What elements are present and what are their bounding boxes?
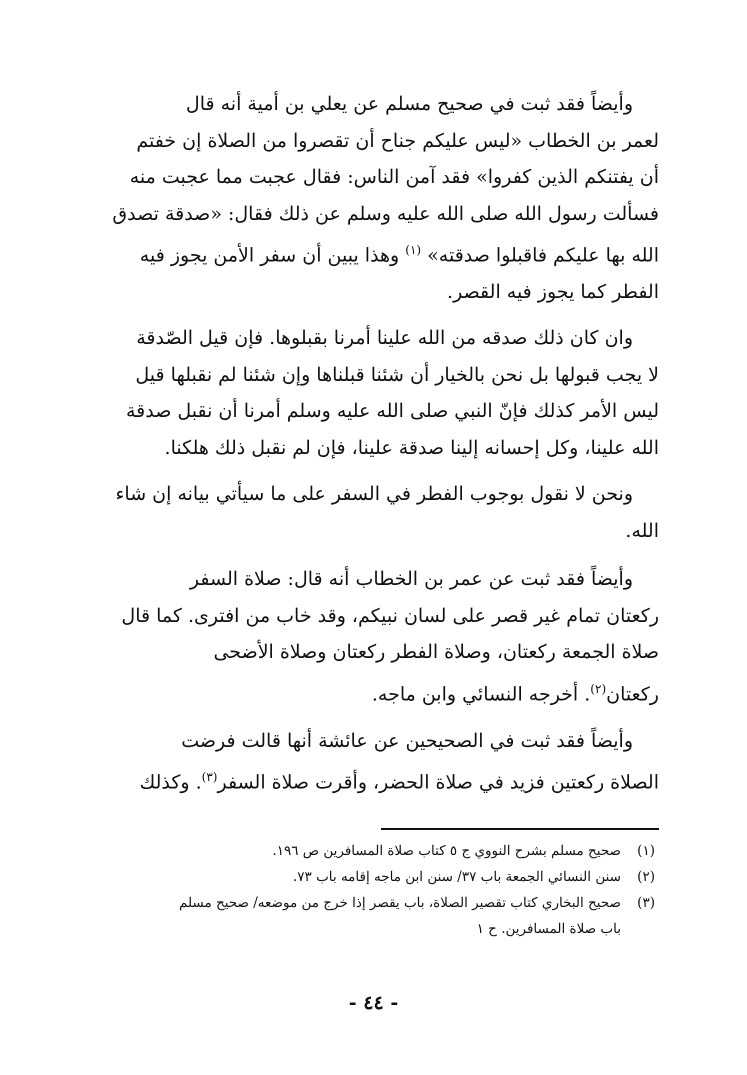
- footnote: [88, 864, 655, 890]
- text-line: [82, 671, 659, 713]
- text-line: ركعتان تمام غير قصر على لسان نبيكم، وقد خاب من افترى. كما قال: [121, 604, 659, 627]
- footnote-number: (١): [637, 843, 655, 859]
- paragraph-3: [82, 476, 659, 549]
- main-text: [82, 86, 659, 801]
- footnote-text: صحيح البخاري كتاب تقصير الصلاة، باب يقصر إذا خرج من موضعه/ صحيح مسلم: [178, 895, 621, 911]
- footnote-marker: (٣): [201, 770, 218, 785]
- text-line: وأيضاً فقد ثبت في صحيح مسلم عن يعلي بن أمية أنه قال: [185, 93, 633, 115]
- text-line: الله.: [625, 519, 659, 542]
- text-line: فسألت رسول الله صلى الله عليه وسلم عن ذلك فقال: «صدقة تصدق: [112, 202, 659, 225]
- text-line: وأيضاً فقد ثبت في الصحيحين عن عائشة أنها قالت فرضت: [181, 729, 633, 752]
- text-line: أن يفتنكم الذين كفروا» فقد آمن الناس: فقال عجبت مما عجبت منه: [129, 166, 659, 188]
- text-line: لا يجب قبولها بل نحن بالخيار أن شئنا قبلناها وإن شئنا لم نقبلها قيل: [135, 363, 659, 386]
- footnote-number: (٢): [637, 869, 655, 885]
- footnote: [88, 838, 655, 864]
- text-line: لعمر بن الخطاب «ليس عليكم جناح أن تقصروا من الصلاة إن خفتم: [136, 129, 659, 152]
- footnote-text: سنن النسائي الجمعة باب ٣٧/ سنن ابن ماجه إقامه باب ٧٣.: [292, 869, 621, 885]
- text-line: [82, 232, 659, 274]
- text-line: الفطر كما يجوز فيه القصر.: [447, 280, 659, 303]
- text-line: الله علينا، وكل إحسانه إلينا صدقة علينا، فإن لم نقبل ذلك هلكنا.: [164, 436, 659, 459]
- footnote-marker: (١): [405, 243, 422, 257]
- text-line: وان كان ذلك صدقه من الله علينا أمرنا بقبلوها. فإن قيل الصّدقة: [136, 327, 633, 350]
- footnote-continuation: باب صلاة المسافرين. ح ١: [476, 921, 621, 937]
- page-number: - ٤٤ -: [348, 992, 399, 1014]
- text-line: وأيضاً فقد ثبت عن عمر بن الخطاب أنه قال: صلاة السفر: [189, 568, 633, 591]
- text-line: ليس الأمر كذلك فإنّ النبي صلى الله عليه وسلم أمرنا أن نقبل صدقة: [125, 400, 659, 423]
- text-line: ونحن لا نقول بوجوب الفطر في السفر على ما سيأتي بيانه إن شاء: [115, 483, 633, 506]
- footnotes: [88, 838, 655, 942]
- text-fragment: الله بها عليكم فاقبلوا صدقته»: [427, 244, 659, 267]
- text-line: [82, 759, 659, 801]
- text-line: صلاة الجمعة ركعتان، وصلاة الفطر ركعتان وصلاة الأضحى: [213, 641, 659, 664]
- text-fragment: . وكذلك: [139, 771, 202, 794]
- text-fragment: الصلاة ركعتين فزيد في صلاة الحضر، وأقرت صلاة السفر: [217, 771, 659, 794]
- paragraph-5: [82, 723, 659, 801]
- footnote-text: صحيح مسلم بشرح النووي ج ٥ كتاب صلاة المسافرين ص ١٩٦.: [272, 843, 621, 859]
- footnote-marker: (٢): [590, 681, 607, 696]
- text-fragment: وهذا يبين أن سفر الأمن يجوز فيه: [139, 244, 400, 267]
- paragraph-4: [82, 561, 659, 712]
- footnote-number: (٣): [637, 895, 655, 911]
- text-fragment: ركعتان: [606, 683, 659, 706]
- paragraph-1: [82, 86, 659, 310]
- text-fragment: . أخرجه النسائي وابن ماجه.: [371, 683, 591, 706]
- paragraph-2: [82, 320, 659, 466]
- footnote-separator: [381, 828, 659, 830]
- footnote: [88, 890, 655, 916]
